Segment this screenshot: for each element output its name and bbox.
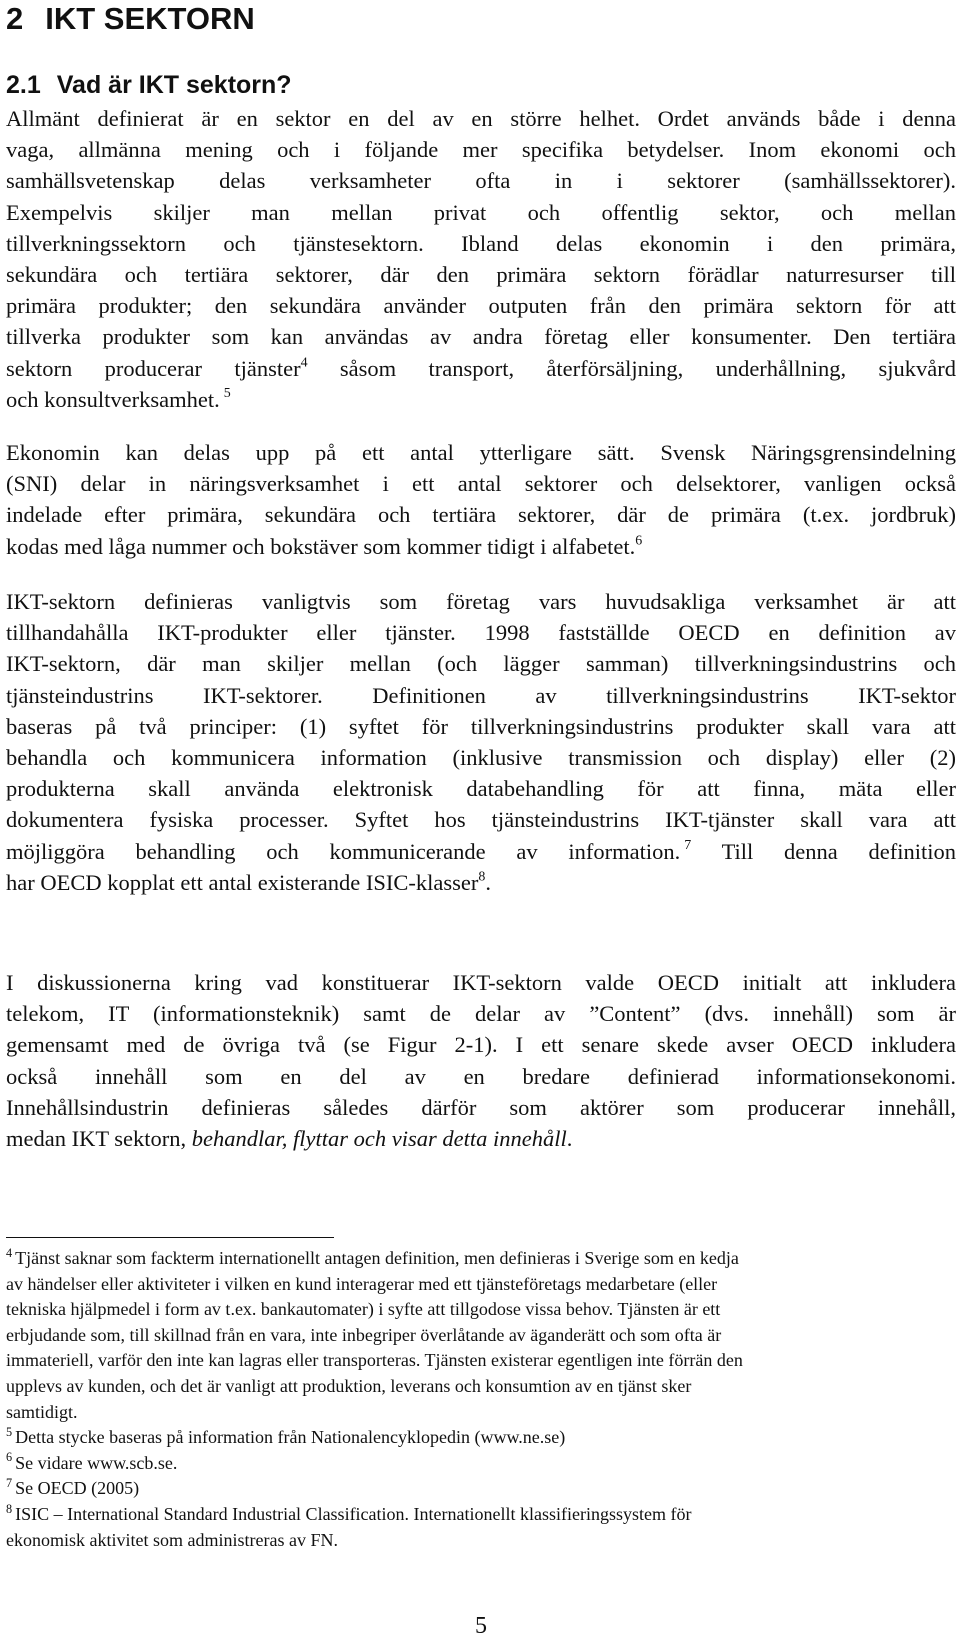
footnote-ref-6: 6 — [635, 532, 643, 548]
text-line — [6, 836, 956, 867]
text-segment: har OECD kopplat ett antal existerande ISIC-klasser — [6, 869, 479, 895]
footnote-marker: 5 — [6, 1424, 13, 1439]
chapter-title: IKT SEKTORN — [45, 1, 255, 36]
text-segment: möjliggöra behandling och kommunicerande av information. — [6, 838, 681, 864]
footnote-8 — [6, 1502, 956, 1553]
text-line: samhällsvetenskap delas verksamheter ofta in i sektorer (samhällssektorer). — [6, 168, 956, 194]
text-line — [6, 867, 956, 898]
footnote-text: Se vidare www.scb.se. — [15, 1452, 178, 1473]
footnote-line — [6, 1246, 956, 1272]
footnote-text: Se OECD (2005) — [15, 1478, 140, 1499]
text-line — [6, 384, 956, 415]
footnote-marker: 8 — [6, 1501, 13, 1516]
footnote-line — [6, 1425, 956, 1451]
chapter-heading — [6, 0, 255, 38]
text-segment: medan IKT sektorn, — [6, 1126, 192, 1152]
text-segment: sektorn producerar tjänster — [6, 355, 301, 381]
text-line — [6, 353, 956, 384]
text-line: också innehåll som en del av en bredare definierad informationsekonomi. — [6, 1063, 956, 1089]
footnote-text: Detta stycke baseras på information från Nationalencyklopedin (www.ne.se) — [15, 1427, 566, 1448]
text-line: produkterna skall använda elektronisk databehandling för att finna, mäta eller — [6, 776, 956, 802]
footnote-6 — [6, 1451, 956, 1477]
paragraph-sector-definition — [6, 103, 956, 415]
footnote-ref-5: 5 — [223, 386, 231, 402]
footnote-line: immateriell, varför den inte kan lagras eller transporteras. Tjänsten existerar egentligen inte förrän den — [6, 1350, 743, 1371]
text-line: tillhandahålla IKT-produkter eller tjänster. 1998 fastställde OECD en definition av — [6, 620, 956, 646]
footnote-text: Tjänst saknar som fackterm internationellt antagen definition, men definieras i Sverige som en kedja — [15, 1248, 739, 1268]
footnote-text: ISIC – International Standard Industrial Classification. Internationellt klassifieringssystem för — [15, 1503, 692, 1524]
text-line — [6, 531, 956, 562]
text-line: behandla och kommunicera information (inklusive transmission och display) eller (2) — [6, 745, 956, 771]
footnotes — [6, 1246, 956, 1553]
footnote-line: tekniska hjälpmedel i form av t.ex. bankautomater) i syfte att tillgodose vissa behov. Tjänsten är ett — [6, 1299, 721, 1320]
text-segment: . — [485, 869, 491, 895]
footnote-ref-8: 8 — [478, 869, 486, 885]
footnote-line: erbjudande som, till skillnad från en vara, inte inbegriper överlåtande av äganderätt och som ofta är — [6, 1324, 722, 1345]
text-line: tillverkningssektorn och tjänstesektorn. Ibland delas ekonomin i den primära, — [6, 230, 956, 256]
text-line: Ekonomin kan delas upp på ett antal ytterligare sätt. Svensk Näringsgrensindelning — [6, 440, 956, 465]
text-line: Innehållsindustrin definieras således därför som aktörer som producerar innehåll, — [6, 1094, 956, 1120]
paragraph-sni — [6, 437, 956, 562]
footnote-ref-7: 7 — [684, 837, 692, 853]
footnote-4 — [6, 1246, 956, 1425]
footnote-line: samtidigt. — [6, 1401, 78, 1422]
section-heading — [6, 69, 292, 101]
text-line: Exempelvis skiljer man mellan privat och offentlig sektor, och mellan — [6, 199, 956, 225]
text-segment: såsom transport, återförsäljning, underhållning, sjukvård — [307, 355, 956, 381]
footnote-marker: 6 — [6, 1450, 13, 1465]
paragraph-oecd-discussion — [6, 967, 956, 1154]
footnote-line: upplevs av kunden, och det är vanligt att produktion, leverans och konsumtion av en tjänst sker — [6, 1375, 692, 1396]
text-line: gemensamt med de övriga två (se Figur 2-1). I ett senare skede avser OECD inkludera — [6, 1032, 956, 1058]
footnote-line — [6, 1476, 956, 1502]
text-line: IKT-sektorn, där man skiljer mellan (och lägger samman) tillverkningsindustrins och — [6, 651, 956, 677]
footnote-7 — [6, 1476, 956, 1502]
chapter-number: 2 — [6, 1, 24, 36]
page-number: 5 — [475, 1613, 487, 1639]
text-line: telekom, IT (informationsteknik) samt de delar av ”Content” (dvs. innehåll) som är — [6, 1001, 956, 1027]
text-line: tjänsteindustrins IKT-sektorer. Definitionen av tillverkningsindustrins IKT-sektor — [6, 682, 956, 708]
text-line: baseras på två principer: (1) syftet för tillverkningsindustrins produkter skall vara att — [6, 713, 956, 739]
footnote-line — [6, 1451, 956, 1477]
footnote-line: av händelser eller aktiviteter i vilken en kund interagerar med ett tjänsteföretags medarbetare (eller — [6, 1273, 718, 1294]
text-segment: och konsultverksamhet. — [6, 386, 220, 412]
section-number: 2.1 — [6, 71, 41, 99]
text-line: Allmänt definierat är en sektor en del av en större helhet. Ordet används både i denna — [6, 106, 956, 131]
text-segment: Till denna definition — [691, 838, 956, 864]
footnote-marker: 7 — [6, 1476, 13, 1490]
text-line: (SNI) delar in näringsverksamhet i ett antal sektorer och delsektorer, vanligen också — [6, 471, 956, 497]
text-line: primära produkter; den sekundära använder outputen från den primära sektorn för att — [6, 293, 956, 319]
text-line: dokumentera fysiska processer. Syftet hos tjänsteindustrins IKT-tjänster skall vara att — [6, 807, 956, 833]
text-line: I diskussionerna kring vad konstituerar IKT-sektorn valde OECD initialt att inkludera — [6, 970, 956, 995]
text-line: tillverka produkter som kan användas av andra företag eller konsumenter. Den tertiära — [6, 324, 956, 350]
text-segment: kodas med låga nummer och bokstäver som kommer tidigt i alfabetet. — [6, 533, 636, 559]
emphasis-text: behandlar, flyttar och visar detta innehåll — [191, 1126, 567, 1152]
text-line: vaga, allmänna mening och i följande mer specifika betydelser. Inom ekonomi och — [6, 137, 956, 163]
footnote-line: ekonomisk aktivitet som administreras av FN. — [6, 1529, 338, 1550]
footnote-separator — [6, 1237, 334, 1238]
footnote-marker: 4 — [6, 1245, 13, 1260]
text-line: sekundära och tertiära sektorer, där den primära sektorn förädlar naturresurser till — [6, 262, 956, 288]
text-line: IKT-sektorn definieras vanligtvis som företag vars huvudsakliga verksamhet är att — [6, 589, 956, 614]
text-segment: . — [566, 1126, 573, 1152]
section-title: Vad är IKT sektorn? — [56, 71, 292, 99]
paragraph-ikt-definition — [6, 586, 956, 898]
footnote-5 — [6, 1425, 956, 1451]
footnote-ref-4: 4 — [300, 354, 308, 370]
text-line — [6, 1123, 956, 1154]
text-line: indelade efter primära, sekundära och tertiära sektorer, där de primära (t.ex. jordbruk) — [6, 502, 956, 528]
footnote-line — [6, 1502, 956, 1528]
